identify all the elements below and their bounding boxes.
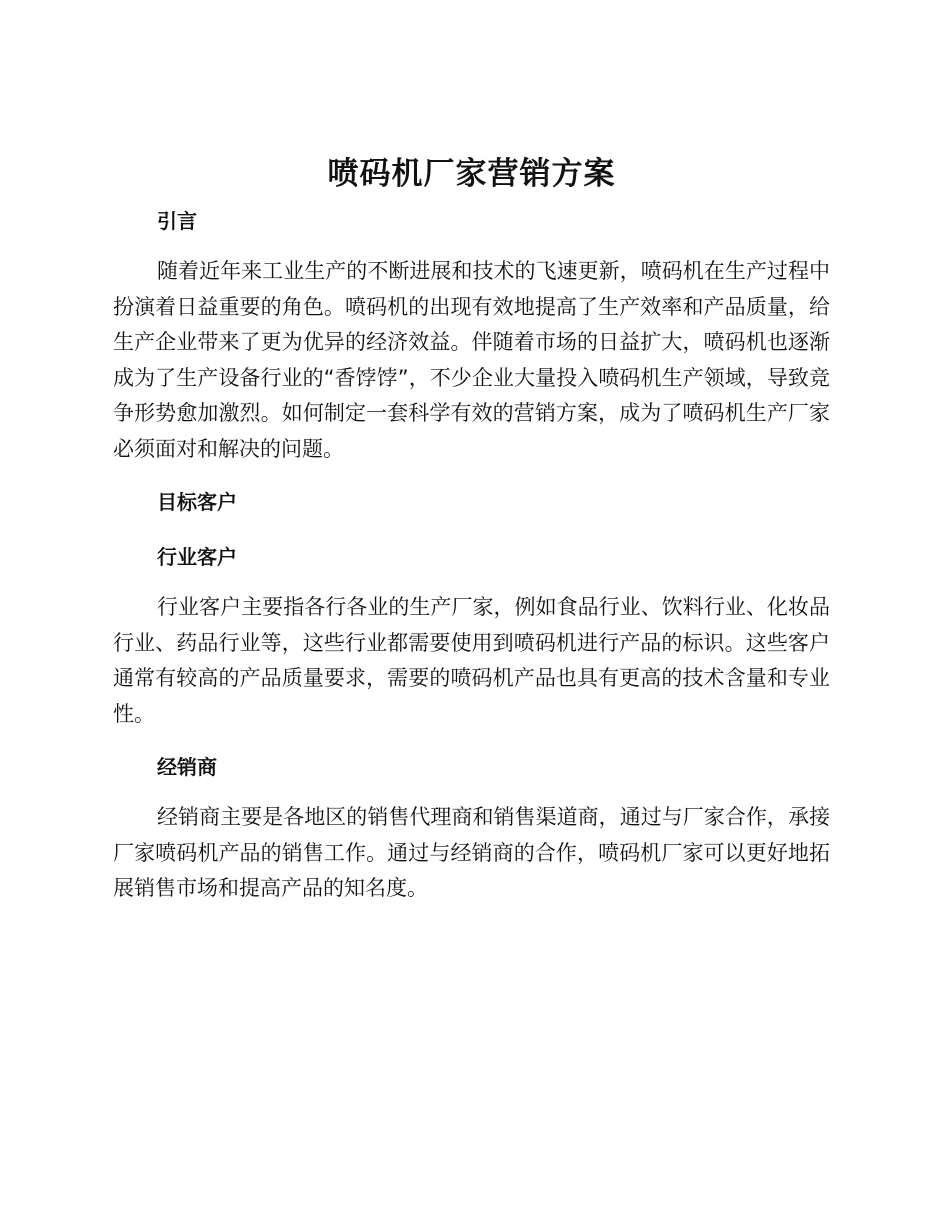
- subheading-dealers: 经销商: [157, 755, 217, 779]
- document-page: [113, 148, 830, 907]
- dealers-paragraph: 经销商主要是各地区的销售代理商和销售渠道商，通过与厂家合作，承接厂家喷码机产品的销售工作。通过与经销商的合作，喷码机厂家可以更好地拓展销售市场和提高产品的知名度。: [113, 805, 830, 900]
- section-heading-target-customers: 目标客户: [157, 490, 237, 514]
- subheading-industry-customers: 行业客户: [157, 545, 237, 569]
- industry-customers-paragraph: 行业客户主要指各行各业的生产厂家，例如食品行业、饮料行业、化妆品行业、药品行业等，这些行业都需要使用到喷码机进行产品的标识。这些客户通常有较高的产品质量要求，需要的喷码机产品也具有更高的技术含量和专业性。: [113, 595, 830, 726]
- section-heading-intro: 引言: [157, 209, 197, 233]
- intro-paragraph: 随着近年来工业生产的不断进展和技术的飞速更新，喷码机在生产过程中扮演着日益重要的角色。喷码机的出现有效地提高了生产效率和产品质量，给生产企业带来了更为优异的经济效益。伴随着市场的日益扩大，喷码机也逐渐成为了生产设备行业的“香饽饽”，不少企业大量投入喷码机生产领域，导致竞争形势愈加激烈。如何制定一套科学有效的营销方案，成为了喷码机生产厂家必须面对和解决的问题。: [113, 259, 830, 461]
- document-title: 喷码机厂家营销方案: [327, 156, 616, 192]
